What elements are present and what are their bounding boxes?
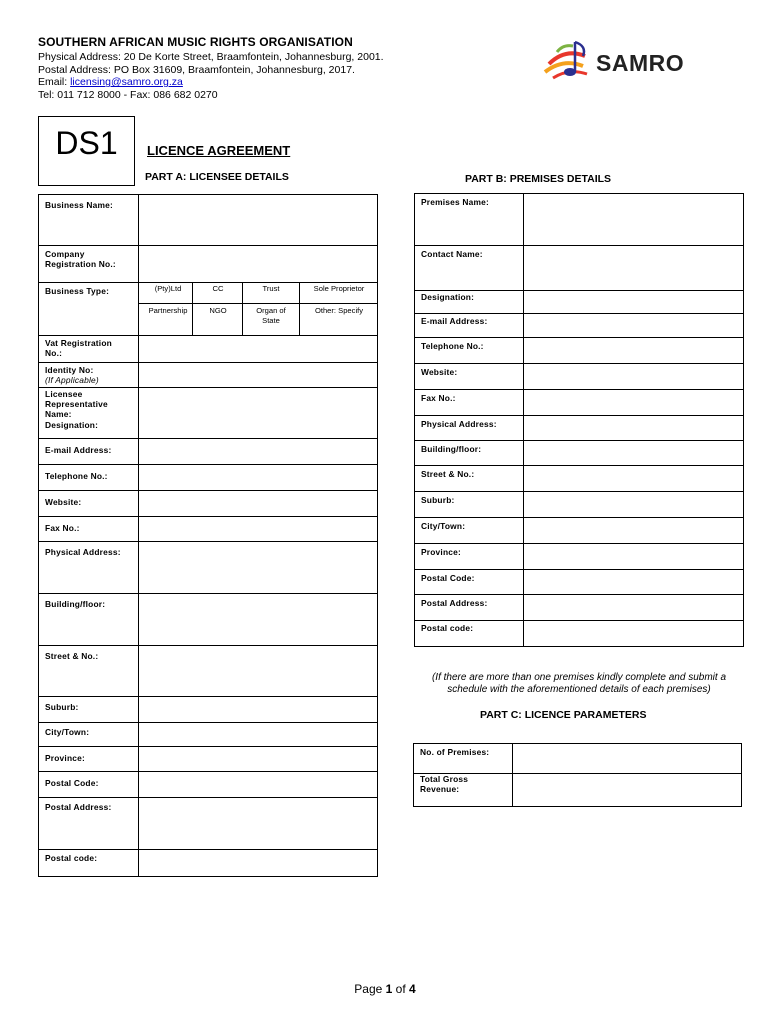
row-physical-address[interactable] — [39, 541, 377, 593]
label-physical-address: Physical Address: — [45, 547, 121, 557]
row-website[interactable] — [39, 490, 377, 516]
part-b-table — [414, 193, 744, 647]
logo-text: SAMRO — [596, 50, 685, 76]
business-type-other[interactable]: Other: Specify — [314, 306, 364, 315]
part-a-heading: PART A: LICENSEE DETAILS — [145, 171, 289, 183]
label-fax: Fax No.: — [45, 523, 80, 533]
row-contact-name[interactable] — [415, 245, 743, 290]
label-building: Building/floor: — [45, 599, 106, 609]
part-b-heading: PART B: PREMISES DETAILS — [465, 173, 612, 185]
label-postal-code: Postal Code: — [45, 778, 99, 788]
row-building-b[interactable] — [415, 440, 743, 465]
label-building-b: Building/floor: — [421, 444, 482, 454]
label-province-b: Province: — [421, 547, 461, 557]
label-representative: Licensee Representative Name: Designation: — [45, 389, 108, 430]
row-province[interactable] — [39, 746, 377, 771]
row-vat[interactable] — [39, 335, 377, 362]
label-email-b: E-mail Address: — [421, 316, 488, 326]
label-fax-b: Fax No.: — [421, 393, 456, 403]
email-prefix: Email: — [38, 76, 71, 89]
business-type-ngo[interactable]: NGO — [209, 306, 227, 315]
label-physical-address-b: Physical Address: — [421, 419, 497, 429]
page-indicator: Page 1 of 4 — [354, 982, 416, 996]
label-identity: Identity No: (If Applicable) — [45, 365, 99, 386]
row-telephone-b[interactable] — [415, 337, 743, 363]
business-type-pty-ltd[interactable]: (Pty)Ltd — [154, 284, 182, 293]
row-representative[interactable] — [39, 387, 377, 438]
row-gross-revenue[interactable] — [414, 773, 741, 806]
label-suburb: Suburb: — [45, 702, 79, 712]
row-fax-b[interactable] — [415, 389, 743, 415]
label-province: Province: — [45, 753, 85, 763]
label-postal-code-b: Postal Code: — [421, 573, 475, 583]
business-type-partnership[interactable]: Partnership — [148, 306, 188, 315]
label-company-reg: Company Registration No.: — [45, 249, 116, 270]
label-vat: Vat Registration No.: — [45, 338, 112, 359]
business-type-organ-of-state[interactable]: Organ of State — [256, 306, 286, 325]
part-c-table — [413, 743, 742, 807]
row-province-b[interactable] — [415, 543, 743, 569]
label-city: City/Town: — [45, 727, 90, 737]
row-building[interactable] — [39, 593, 377, 645]
row-designation[interactable] — [415, 290, 743, 313]
row-fax[interactable] — [39, 516, 377, 541]
label-premises-count: No. of Premises: — [420, 747, 490, 757]
label-postal-code-2-b: Postal code: — [421, 623, 474, 633]
row-city-b[interactable] — [415, 517, 743, 543]
part-c-heading: PART C: LICENCE PARAMETERS — [480, 709, 647, 721]
header-block — [38, 36, 384, 101]
row-street[interactable] — [39, 645, 377, 696]
row-email-b[interactable] — [415, 313, 743, 337]
business-type-sole-proprietor[interactable]: Sole Proprietor — [313, 284, 365, 293]
label-postal-address-b: Postal Address: — [421, 598, 488, 608]
row-company-reg[interactable] — [39, 245, 377, 282]
row-postal-code[interactable] — [39, 771, 377, 797]
label-street: Street & No.: — [45, 651, 99, 661]
postal-address: Postal Address: PO Box 31609, Braamfontein, Johannesburg, 2017. — [38, 63, 355, 76]
row-city[interactable] — [39, 722, 377, 746]
label-email: E-mail Address: — [45, 445, 112, 455]
label-telephone: Telephone No.: — [45, 471, 108, 481]
form-code: DS1 — [38, 116, 135, 186]
email-link[interactable]: licensing@samro.org.za — [70, 76, 183, 89]
row-website-b[interactable] — [415, 363, 743, 389]
label-city-b: City/Town: — [421, 521, 466, 531]
row-identity[interactable] — [39, 362, 377, 387]
physical-address: Physical Address: 20 De Korte Street, Braamfontein, Johannesburg, 2001. — [38, 51, 384, 64]
label-contact-name: Contact Name: — [421, 249, 483, 259]
row-telephone[interactable] — [39, 464, 377, 490]
label-business-type: Business Type: — [45, 286, 110, 296]
row-business-type — [39, 282, 377, 335]
premises-note: (If there are more than one premises kindly complete and submit a schedule with the aforementioned details of each premises) — [431, 672, 727, 695]
row-physical-address-b[interactable] — [415, 415, 743, 440]
form-title: LICENCE AGREEMENT — [147, 143, 291, 158]
label-website: Website: — [45, 497, 82, 507]
email-line — [38, 76, 384, 88]
label-website-b: Website: — [421, 367, 458, 377]
row-postal-code-2[interactable] — [39, 849, 377, 876]
part-a-table — [38, 194, 378, 877]
phone-fax: Tel: 011 712 8000 - Fax: 086 682 0270 — [38, 88, 218, 101]
label-suburb-b: Suburb: — [421, 495, 455, 505]
label-premises-name: Premises Name: — [421, 197, 489, 207]
label-telephone-b: Telephone No.: — [421, 341, 484, 351]
row-postal-code-b[interactable] — [415, 569, 743, 594]
row-suburb[interactable] — [39, 696, 377, 722]
label-business-name: Business Name: — [45, 200, 113, 210]
row-street-b[interactable] — [415, 465, 743, 491]
row-postal-code-2-b[interactable] — [415, 620, 743, 646]
business-type-cc[interactable]: CC — [212, 284, 224, 293]
row-suburb-b[interactable] — [415, 491, 743, 517]
label-street-b: Street & No.: — [421, 469, 475, 479]
row-postal-address[interactable] — [39, 797, 377, 849]
label-postal-code-2: Postal code: — [45, 853, 98, 863]
row-postal-address-b[interactable] — [415, 594, 743, 620]
row-business-name[interactable] — [39, 195, 377, 245]
label-designation: Designation: — [421, 292, 475, 302]
row-email[interactable] — [39, 438, 377, 464]
org-name: SOUTHERN AFRICAN MUSIC RIGHTS ORGANISATION — [38, 35, 353, 49]
business-type-trust[interactable]: Trust — [262, 284, 280, 293]
label-postal-address: Postal Address: — [45, 802, 112, 812]
row-premises-name[interactable] — [415, 194, 743, 245]
row-premises-count[interactable] — [414, 744, 741, 773]
label-gross-revenue: Total Gross Revenue: — [420, 774, 469, 795]
